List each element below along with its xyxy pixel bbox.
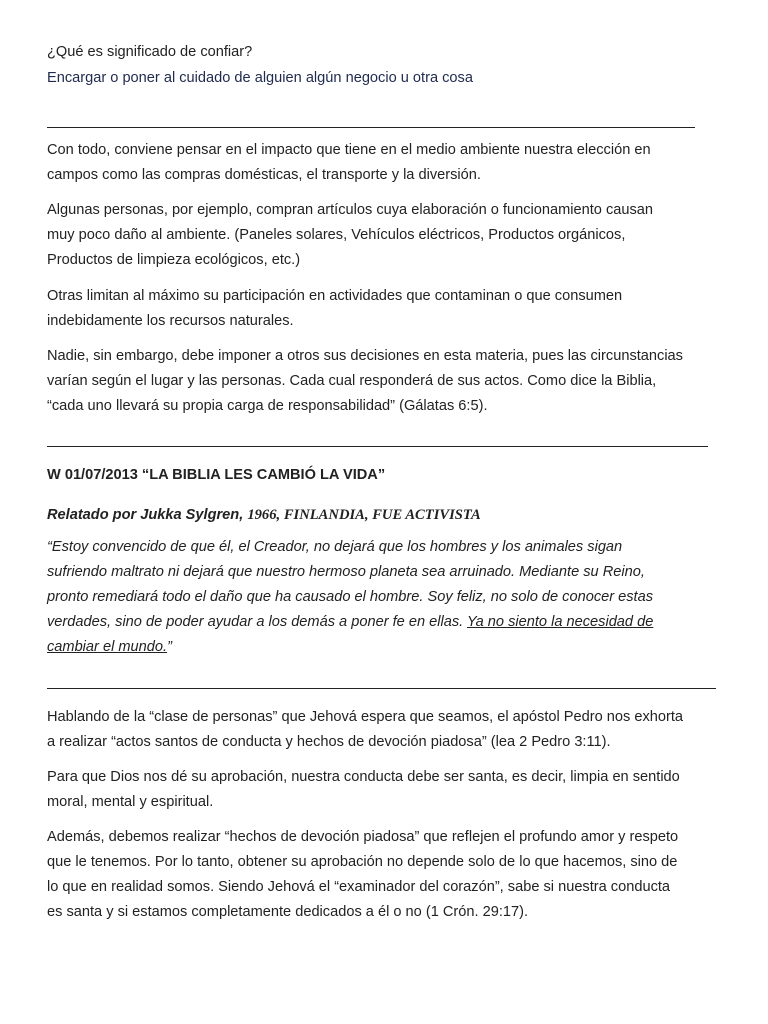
quote-line xyxy=(47,610,653,635)
paragraph-line: campos como las compras domésticas, el transporte y la diversión. xyxy=(47,167,481,183)
divider-line xyxy=(47,127,695,128)
paragraph-line: Con todo, conviene pensar en el impacto que tiene en el medio ambiente nuestra elección en xyxy=(47,142,651,158)
underlined-quote-text: cambiar el mundo. xyxy=(47,639,168,655)
quote-line: pronto remediará todo el daño que ha causado el hombre. Soy feliz, no solo de conocer estas xyxy=(47,589,654,605)
quote-line xyxy=(47,635,172,660)
question-text: ¿Qué es significado de confiar? xyxy=(47,44,253,60)
paragraph-line: Algunas personas, por ejemplo, compran artículos cuya elaboración o funcionamiento causan xyxy=(47,202,653,218)
paragraph-line: Productos de limpieza ecológicos, etc.) xyxy=(47,252,301,268)
paragraph-line: Además, debemos realizar “hechos de devoción piadosa” que reflejen el profundo amor y respeto xyxy=(47,829,679,845)
paragraph-line: “cada uno llevará su propia carga de responsabilidad” (Gálatas 6:5). xyxy=(47,398,488,414)
quote-text: verdades, sino de poder ayudar a los demás a poner fe en ellas. xyxy=(47,614,467,630)
article-heading: W 01/07/2013 “LA BIBLIA LES CAMBIÓ LA VIDA” xyxy=(47,467,386,483)
paragraph-line: Hablando de la “clase de personas” que Jehová espera que seamos, el apóstol Pedro nos exhorta xyxy=(47,709,684,725)
divider-line xyxy=(47,446,708,447)
paragraph-line: que le tenemos. Por lo tanto, obtener su aprobación no depende solo de lo que hacemos, sino de xyxy=(47,854,678,870)
paragraph-line: Para que Dios nos dé su aprobación, nuestra conducta debe ser santa, es decir, limpia en sentido xyxy=(47,769,680,785)
paragraph-line: muy poco daño al ambiente. (Paneles solares, Vehículos eléctricos, Productos orgánicos, xyxy=(47,227,626,243)
answer-text: Encargar o poner al cuidado de alguien algún negocio u otra cosa xyxy=(47,70,473,86)
quote-line: sufriendo maltrato ni dejará que nuestro hermoso planeta sea arruinado. Mediante su Reino, xyxy=(47,564,645,580)
quote-close-mark: ” xyxy=(167,639,172,655)
paragraph-line: lo que en realidad somos. Siendo Jehová el “examinador del corazón”, sabe si nuestra conducta xyxy=(47,879,671,895)
byline-details: 1966, FINLANDIA, FUE ACTIVISTA xyxy=(247,507,481,523)
divider-line xyxy=(47,688,716,689)
paragraph-line: Nadie, sin embargo, debe imponer a otros sus decisiones en esta materia, pues las circunstancias xyxy=(47,348,683,364)
paragraph-line: indebidamente los recursos naturales. xyxy=(47,313,294,329)
paragraph-line: a realizar “actos santos de conducta y hechos de devoción piadosa” (lea 2 Pedro 3:11). xyxy=(47,734,611,750)
paragraph-line: varían según el lugar y las personas. Cada cual responderá de sus actos. Como dice la Biblia, xyxy=(47,373,657,389)
underlined-quote-text: Ya no siento la necesidad de xyxy=(466,614,654,630)
paragraph-line: Otras limitan al máximo su participación en actividades que contaminan o que consumen xyxy=(47,288,623,304)
paragraph-line: es santa y si estamos completamente dedicados a él o no (1 Crón. 29:17). xyxy=(47,904,529,920)
article-byline xyxy=(47,503,481,528)
paragraph-line: moral, mental y espiritual. xyxy=(47,794,214,810)
byline-author: Relatado por Jukka Sylgren, xyxy=(47,507,248,523)
quote-line: “Estoy convencido de que él, el Creador, no dejará que los hombres y los animales sigan xyxy=(47,539,623,555)
